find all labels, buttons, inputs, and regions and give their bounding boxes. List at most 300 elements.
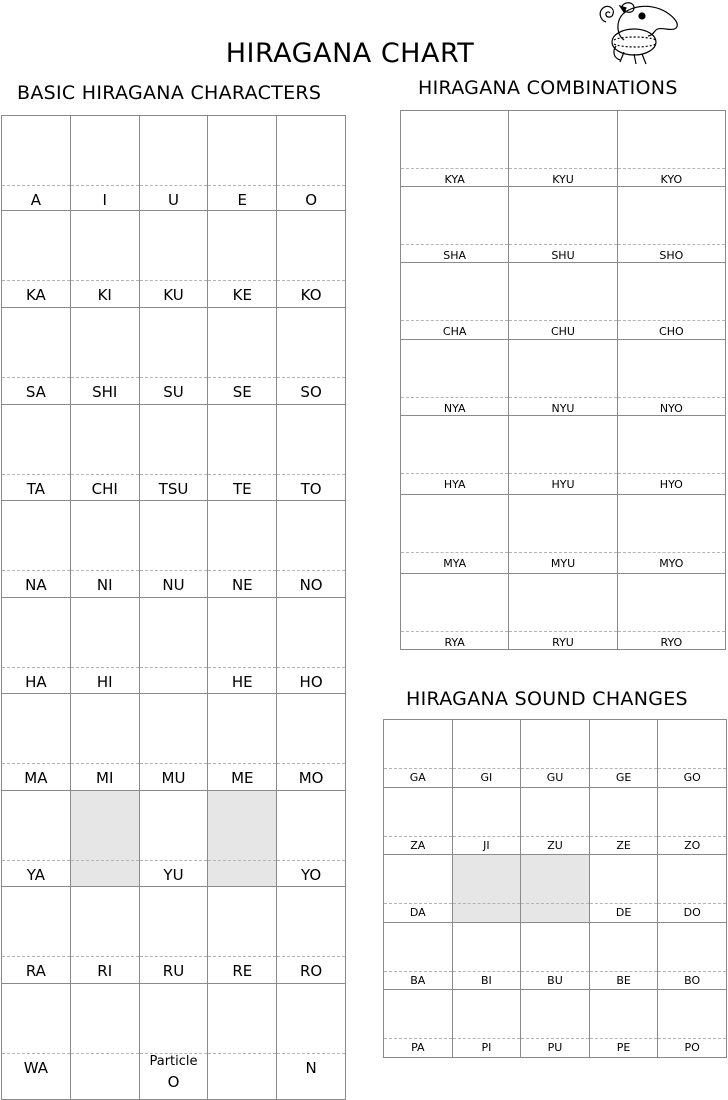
grid-cell[interactable]: [70, 308, 139, 405]
writing-guide-line: [277, 185, 345, 186]
writing-guide-line: [590, 836, 658, 837]
writing-guide-line: [208, 377, 276, 378]
grid-cell[interactable]: [139, 308, 208, 405]
writing-guide-line: [71, 667, 139, 668]
grid-cell[interactable]: [617, 495, 725, 574]
writing-guide-line: [208, 280, 276, 281]
romaji-label: PO: [684, 1041, 700, 1054]
grid-cell[interactable]: [2, 598, 71, 694]
grid-cell[interactable]: [277, 308, 346, 405]
romaji-label: PA: [411, 1041, 425, 1054]
romaji-label: JI: [483, 839, 490, 852]
grid-cell[interactable]: [509, 263, 617, 340]
writing-guide-line: [71, 860, 139, 861]
romaji-label: HO: [299, 673, 323, 691]
writing-guide-line: [140, 570, 208, 571]
writing-guide-line: [658, 836, 726, 837]
grid-row: [384, 720, 727, 788]
grid-cell[interactable]: [658, 788, 727, 855]
romaji-label: GA: [409, 771, 426, 784]
writing-guide-line: [590, 971, 658, 972]
romaji-label: GI: [480, 771, 493, 784]
sound-changes-heading: HIRAGANA SOUND CHANGES: [406, 688, 688, 710]
romaji-label: MYO: [659, 557, 684, 570]
romaji-label: I: [102, 191, 107, 209]
writing-guide-line: [277, 956, 345, 957]
romaji-label: NA: [25, 576, 47, 594]
romaji-label: HI: [96, 673, 113, 691]
writing-guide-line: [208, 570, 276, 571]
writing-guide-line: [2, 956, 70, 957]
grid-cell[interactable]: [401, 495, 509, 574]
romaji-label: MU: [161, 769, 186, 787]
writing-guide-line: [590, 1038, 658, 1039]
writing-guide-line: [277, 1053, 345, 1054]
romaji-label: NO: [299, 576, 323, 594]
particle-label-line2: O: [167, 1073, 180, 1091]
grid-cell[interactable]: [452, 720, 521, 788]
grid-cell[interactable]: [452, 923, 521, 990]
grid-cell[interactable]: [277, 598, 346, 694]
grid-cell[interactable]: [384, 990, 453, 1058]
romaji-label: KI: [97, 286, 112, 304]
grid-cell[interactable]: [70, 405, 139, 501]
writing-guide-line: [140, 667, 208, 668]
grid-row: [401, 574, 726, 650]
writing-guide-line: [208, 185, 276, 186]
grid-cell[interactable]: [2, 405, 71, 501]
writing-guide-line: [509, 320, 616, 321]
writing-guide-line: [509, 244, 616, 245]
writing-guide-line: [401, 473, 508, 474]
writing-guide-line: [2, 377, 70, 378]
writing-guide-line: [509, 473, 616, 474]
writing-guide-line: [2, 860, 70, 861]
grid-cell[interactable]: [70, 984, 139, 1100]
grid-cell[interactable]: [617, 574, 725, 650]
grid-cell[interactable]: [384, 855, 453, 923]
grid-row: [2, 694, 346, 791]
grid-cell[interactable]: [509, 574, 617, 650]
writing-guide-line: [140, 474, 208, 475]
grid-cell[interactable]: [2, 791, 71, 887]
grid-cell[interactable]: [208, 694, 277, 791]
grid-cell[interactable]: [401, 263, 509, 340]
romaji-label: KO: [300, 286, 322, 304]
writing-guide-line: [277, 474, 345, 475]
grid-cell[interactable]: [70, 211, 139, 308]
writing-guide-line: [277, 280, 345, 281]
grid-row: [2, 791, 346, 887]
romaji-label: ZO: [684, 839, 701, 852]
romaji-label: RU: [162, 962, 185, 980]
grid-cell[interactable]: [208, 501, 277, 598]
grid-cell[interactable]: [589, 855, 658, 923]
grid-row: [384, 990, 727, 1058]
writing-guide-line: [71, 377, 139, 378]
romaji-label: CHA: [442, 325, 467, 338]
romaji-label: RE: [232, 962, 253, 980]
writing-guide-line: [618, 397, 725, 398]
writing-guide-line: [509, 631, 616, 632]
grid-cell[interactable]: [277, 501, 346, 598]
writing-guide-line: [401, 244, 508, 245]
romaji-label: ZA: [410, 839, 426, 852]
writing-guide-line: [277, 763, 345, 764]
romaji-label: SHI: [92, 383, 118, 401]
writing-guide-line: [2, 1053, 70, 1054]
grid-cell[interactable]: [2, 887, 71, 984]
romaji-label: YU: [163, 866, 184, 884]
writing-guide-line: [521, 768, 589, 769]
romaji-label: SE: [232, 383, 252, 401]
grid-cell[interactable]: [617, 340, 725, 416]
grid-cell[interactable]: [139, 116, 208, 211]
romaji-label: E: [237, 191, 248, 209]
grid-row: [2, 405, 346, 501]
writing-guide-line: [384, 768, 452, 769]
romaji-label: RO: [299, 962, 323, 980]
romaji-label: SHO: [659, 249, 684, 262]
grid-cell[interactable]: [70, 598, 139, 694]
grid-cell[interactable]: [384, 720, 453, 788]
romaji-label: TA: [26, 480, 46, 498]
grid-cell[interactable]: [617, 263, 725, 340]
grid-cell[interactable]: [139, 887, 208, 984]
grid-cell[interactable]: [277, 791, 346, 887]
writing-guide-line: [277, 377, 345, 378]
romaji-label: KU: [163, 286, 184, 304]
grid-cell[interactable]: [509, 416, 617, 495]
writing-guide-line: [140, 185, 208, 186]
writing-guide-line: [208, 667, 276, 668]
grid-cell[interactable]: [509, 187, 617, 263]
writing-guide-line: [658, 768, 726, 769]
grid-cell[interactable]: [208, 984, 277, 1100]
grid-cell[interactable]: [139, 598, 208, 694]
grid-cell[interactable]: [401, 340, 509, 416]
writing-guide-line: [208, 474, 276, 475]
grid-row: [2, 887, 346, 984]
grid-cell[interactable]: [208, 887, 277, 984]
writing-guide-line: [521, 836, 589, 837]
writing-guide-line: [384, 903, 452, 904]
romaji-label: SO: [300, 383, 322, 401]
writing-guide-line: [509, 397, 616, 398]
grid-cell[interactable]: [2, 308, 71, 405]
grid-cell[interactable]: [70, 501, 139, 598]
writing-guide-line: [618, 473, 725, 474]
romaji-label: DO: [683, 906, 701, 919]
grid-cell[interactable]: [70, 791, 139, 887]
writing-guide-line: [208, 1053, 276, 1054]
basic-heading: BASIC HIRAGANA CHARACTERS: [17, 82, 322, 104]
writing-guide-line: [2, 280, 70, 281]
grid-cell[interactable]: [208, 116, 277, 211]
writing-guide-line: [618, 320, 725, 321]
grid-cell[interactable]: [139, 791, 208, 887]
writing-guide-line: [509, 552, 616, 553]
grid-row: [401, 111, 726, 187]
grid-cell[interactable]: [401, 111, 509, 187]
grid-cell[interactable]: [589, 990, 658, 1058]
writing-guide-line: [71, 474, 139, 475]
grid-cell[interactable]: [617, 187, 725, 263]
grid-row: [401, 263, 726, 340]
grid-cell[interactable]: [401, 574, 509, 650]
romaji-label: PE: [616, 1041, 631, 1054]
grid-cell[interactable]: [658, 990, 727, 1058]
grid-cell[interactable]: [658, 855, 727, 923]
romaji-label: SHU: [551, 249, 575, 262]
romaji-label: SA: [25, 383, 46, 401]
grid-cell[interactable]: [70, 887, 139, 984]
grid-cell[interactable]: [2, 984, 71, 1100]
grid-cell[interactable]: [617, 111, 725, 187]
writing-guide-line: [658, 1038, 726, 1039]
grid-cell[interactable]: [208, 211, 277, 308]
romaji-label: KYO: [660, 173, 683, 186]
writing-guide-line: [384, 836, 452, 837]
romaji-label: BO: [684, 974, 701, 987]
writing-guide-line: [618, 168, 725, 169]
romaji-label: U: [168, 191, 179, 209]
sound-changes-grid: [383, 719, 727, 1058]
grid-row: [2, 598, 346, 694]
romaji-label: RYO: [660, 636, 683, 649]
grid-cell[interactable]: [384, 788, 453, 855]
grid-cell[interactable]: [208, 405, 277, 501]
grid-row: [401, 416, 726, 495]
writing-guide-line: [140, 956, 208, 957]
romaji-label: A: [30, 191, 42, 209]
romaji-label: GU: [546, 771, 564, 784]
romaji-label: TSU: [158, 480, 189, 498]
romaji-label: WA: [23, 1059, 49, 1077]
romaji-label: KYU: [552, 173, 574, 186]
grid-cell[interactable]: [521, 990, 590, 1058]
grid-cell[interactable]: [277, 887, 346, 984]
grid-cell[interactable]: [589, 788, 658, 855]
romaji-label: HA: [25, 673, 47, 691]
romaji-label: BI: [480, 974, 492, 987]
romaji-label: CHU: [550, 325, 575, 338]
romaji-label: HYO: [659, 478, 683, 491]
romaji-label: HYA: [443, 478, 466, 491]
grid-row: [2, 116, 346, 211]
writing-guide-line: [384, 1038, 452, 1039]
grid-cell[interactable]: [70, 694, 139, 791]
grid-row: [401, 495, 726, 574]
writing-guide-line: [277, 667, 345, 668]
writing-guide-line: [453, 903, 521, 904]
grid-cell[interactable]: [521, 855, 590, 923]
grid-cell[interactable]: [658, 923, 727, 990]
grid-cell[interactable]: [277, 694, 346, 791]
writing-guide-line: [618, 631, 725, 632]
writing-guide-line: [618, 552, 725, 553]
grid-cell[interactable]: [2, 694, 71, 791]
grid-row: [2, 308, 346, 405]
writing-guide-line: [140, 860, 208, 861]
writing-guide-line: [208, 956, 276, 957]
writing-guide-line: [521, 1038, 589, 1039]
grid-cell[interactable]: [658, 720, 727, 788]
romaji-label: MYU: [550, 557, 576, 570]
grid-cell[interactable]: [509, 340, 617, 416]
grid-cell[interactable]: [589, 923, 658, 990]
grid-cell[interactable]: [139, 405, 208, 501]
writing-guide-line: [2, 667, 70, 668]
writing-guide-line: [140, 377, 208, 378]
grid-cell[interactable]: [401, 416, 509, 495]
writing-guide-line: [277, 860, 345, 861]
writing-guide-line: [453, 768, 521, 769]
romaji-label: GO: [683, 771, 701, 784]
writing-guide-line: [401, 320, 508, 321]
page-title: HIRAGANA CHART: [225, 38, 475, 69]
romaji-label: PI: [481, 1041, 492, 1054]
grid-row: [401, 187, 726, 263]
grid-cell[interactable]: [617, 416, 725, 495]
writing-guide-line: [71, 280, 139, 281]
grid-cell[interactable]: [521, 720, 590, 788]
writing-guide-line: [2, 763, 70, 764]
romaji-label: NYU: [551, 402, 575, 415]
romaji-label: MYA: [443, 557, 467, 570]
romaji-label: RA: [25, 962, 46, 980]
writing-guide-line: [71, 570, 139, 571]
writing-guide-line: [521, 903, 589, 904]
writing-guide-line: [2, 570, 70, 571]
grid-row: [401, 340, 726, 416]
grid-row: [2, 211, 346, 308]
writing-guide-line: [590, 903, 658, 904]
grid-cell[interactable]: [277, 405, 346, 501]
grid-cell[interactable]: [509, 495, 617, 574]
writing-guide-line: [401, 168, 508, 169]
romaji-label: MI: [96, 769, 114, 787]
romaji-label: YA: [26, 866, 46, 884]
writing-guide-line: [618, 244, 725, 245]
grid-cell[interactable]: [139, 694, 208, 791]
grid-cell[interactable]: [139, 211, 208, 308]
grid-cell[interactable]: [208, 791, 277, 887]
romaji-label: TO: [300, 480, 322, 498]
romaji-label: KYA: [444, 173, 465, 186]
writing-guide-line: [140, 763, 208, 764]
grid-row: [384, 855, 727, 923]
writing-guide-line: [453, 1038, 521, 1039]
grid-cell[interactable]: [277, 116, 346, 211]
romaji-label: SU: [163, 383, 184, 401]
romaji-label: RYA: [444, 636, 465, 649]
romaji-label: ZU: [547, 839, 563, 852]
grid-cell[interactable]: [401, 187, 509, 263]
grid-cell[interactable]: [452, 788, 521, 855]
grid-cell[interactable]: [2, 116, 71, 211]
romaji-label: NE: [231, 576, 253, 594]
romaji-label: BU: [547, 974, 563, 987]
writing-guide-line: [401, 397, 508, 398]
grid-cell[interactable]: [2, 211, 71, 308]
romaji-label: PU: [547, 1041, 563, 1054]
romaji-label: HYU: [551, 478, 575, 491]
romaji-label: NYA: [443, 402, 466, 415]
romaji-label: NU: [162, 576, 185, 594]
romaji-label: HE: [231, 673, 253, 691]
grid-cell[interactable]: [521, 788, 590, 855]
romaji-label: MO: [298, 769, 324, 787]
romaji-label: NI: [96, 576, 113, 594]
writing-guide-line: [71, 185, 139, 186]
romaji-label: KE: [232, 286, 252, 304]
romaji-label: CHO: [659, 325, 684, 338]
writing-guide-line: [2, 474, 70, 475]
grid-cell[interactable]: [384, 923, 453, 990]
romaji-label: YO: [301, 866, 322, 884]
writing-guide-line: [453, 836, 521, 837]
writing-guide-line: [658, 903, 726, 904]
writing-guide-line: [453, 971, 521, 972]
romaji-label: [140, 1052, 208, 1092]
writing-guide-line: [208, 763, 276, 764]
romaji-label: NYO: [659, 402, 683, 415]
grid-cell[interactable]: [589, 720, 658, 788]
writing-guide-line: [140, 280, 208, 281]
combinations-heading: HIRAGANA COMBINATIONS: [418, 77, 678, 99]
writing-guide-line: [401, 552, 508, 553]
romaji-label: KA: [25, 286, 46, 304]
romaji-label: DE: [615, 906, 632, 919]
romaji-label: SHA: [443, 249, 467, 262]
grid-cell[interactable]: [208, 308, 277, 405]
romaji-label: MA: [24, 769, 48, 787]
writing-guide-line: [521, 971, 589, 972]
writing-guide-line: [277, 570, 345, 571]
romaji-label: BE: [616, 974, 631, 987]
romaji-label: ME: [231, 769, 254, 787]
writing-guide-line: [2, 185, 70, 186]
writing-guide-line: [590, 768, 658, 769]
romaji-label: BA: [410, 974, 426, 987]
basic-hiragana-grid: [1, 115, 346, 1100]
grid-cell[interactable]: [139, 984, 208, 1100]
romaji-label: ZE: [616, 839, 631, 852]
grid-cell[interactable]: [139, 501, 208, 598]
grid-cell[interactable]: [208, 598, 277, 694]
grid-row: [2, 501, 346, 598]
romaji-label: CHI: [91, 480, 118, 498]
grid-cell[interactable]: [452, 990, 521, 1058]
writing-guide-line: [401, 631, 508, 632]
grid-row: [2, 984, 346, 1100]
grid-cell[interactable]: [277, 211, 346, 308]
romaji-label: RI: [97, 962, 113, 980]
writing-guide-line: [71, 1053, 139, 1054]
grid-cell[interactable]: [2, 501, 71, 598]
grid-cell[interactable]: [452, 855, 521, 923]
grid-cell[interactable]: [277, 984, 346, 1100]
writing-guide-line: [71, 763, 139, 764]
grid-cell[interactable]: [70, 116, 139, 211]
writing-guide-line: [384, 971, 452, 972]
particle-label-line1: Particle: [149, 1054, 198, 1069]
grid-cell[interactable]: [521, 923, 590, 990]
grid-row: [384, 923, 727, 990]
grid-cell[interactable]: [509, 111, 617, 187]
combinations-grid: [400, 110, 726, 650]
